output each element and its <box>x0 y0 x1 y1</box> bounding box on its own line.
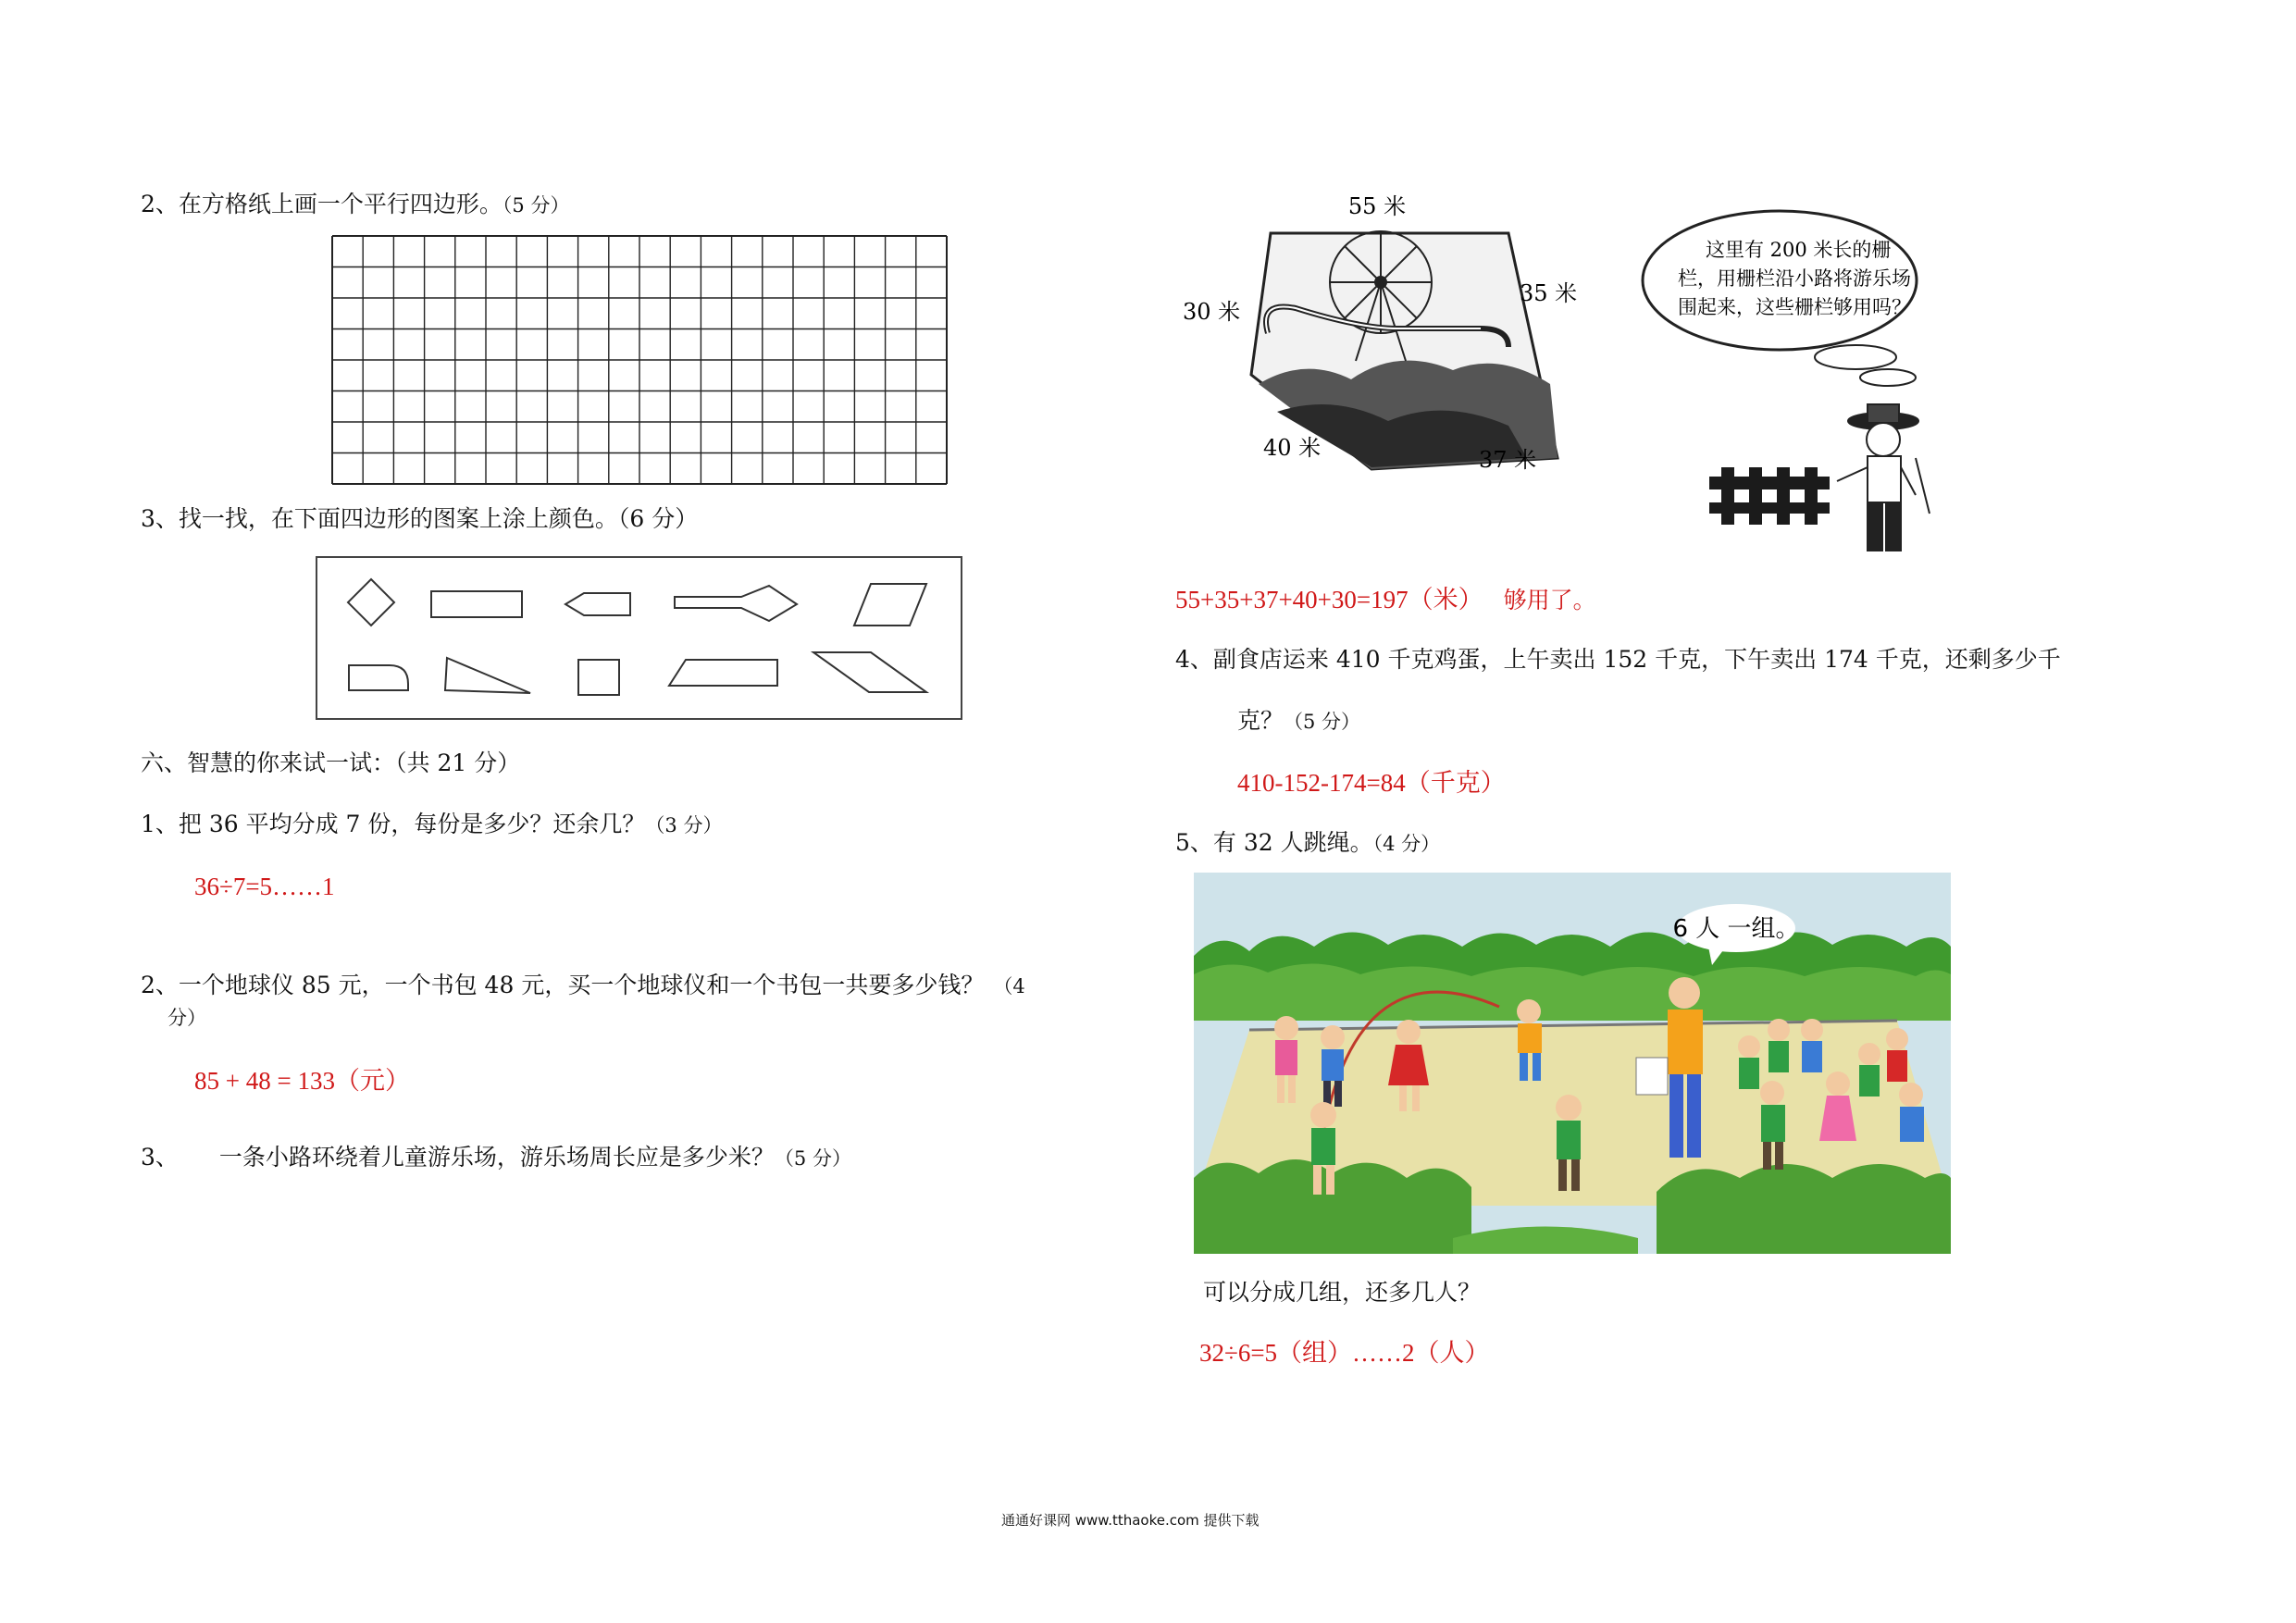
problem-5: 5、有 32 人跳绳。（4 分） <box>1175 829 1441 856</box>
jump-rope-scene <box>1194 873 1951 1254</box>
shape-pentagon-arrow <box>565 593 630 615</box>
problem-2-answer: 85 + 48 = 133（元） <box>194 1067 410 1095</box>
footer-credit: 通通好课网 www.tthaoke.com 提供下载 <box>1001 1512 1260 1529</box>
label-bottom-left: 40 米 <box>1263 435 1322 461</box>
bubble-line-1: 这里有 200 米长的栅 <box>1706 239 1892 261</box>
man-figure <box>1837 404 1930 551</box>
question-3-find-quadrilaterals: 3、找一找，在下面四边形的图案上涂上颜色。（6 分） <box>141 505 699 532</box>
shape-triangle <box>445 658 530 693</box>
bubble-line-2: 栏，用栅栏沿小路将游乐场 <box>1678 267 1911 290</box>
label-top: 55 米 <box>1347 193 1407 219</box>
problem-4: 4、副食店运来 410 千克鸡蛋，上午卖出 152 千克，下午卖出 174 千克，还剩多少千 <box>1175 646 2061 673</box>
problem-3: 3、 一条小路环绕着儿童游乐场，游乐场周长应是多少米？（5 分） <box>141 1144 851 1171</box>
label-left: 30 米 <box>1183 299 1241 325</box>
shape-arrow <box>675 586 797 621</box>
problem-2-score-cont: 分） <box>168 1007 206 1029</box>
shape-arch <box>349 665 408 690</box>
section-6-title: 六、智慧的你来试一试：（共 21 分） <box>141 750 521 776</box>
problem-4-answer: 410-152-174=84（千克） <box>1237 769 1506 797</box>
shape-parallelogram-bottom <box>813 652 926 692</box>
label-right: 35 米 <box>1520 280 1578 306</box>
question-2-draw-parallelogram: 2、在方格纸上画一个平行四边形。（5 分） <box>141 191 570 217</box>
shape-square <box>578 660 619 695</box>
problem-5-question: 可以分成几组，还多几人？ <box>1203 1279 1482 1306</box>
group-bubble-text: 6 人 一组。 <box>1672 915 1800 943</box>
shapes-panel <box>316 556 963 721</box>
problem-5-answer: 32÷6=5（组）……2（人） <box>1199 1339 1490 1367</box>
problem-4-cont: 克？（5 分） <box>1237 707 1361 734</box>
amusement-park-figure <box>1175 190 1962 560</box>
shape-trapezoid <box>669 660 777 686</box>
problem-1: 1、把 36 平均分成 7 份，每份是多少？还余几？（3 分） <box>141 811 723 837</box>
shape-rectangle <box>431 591 522 617</box>
shape-diamond <box>348 579 394 626</box>
shape-parallelogram-top <box>854 584 926 626</box>
fence <box>1709 467 1830 525</box>
problem-3-answer: 55+35+37+40+30=197（米） 够用了。 <box>1175 586 1596 613</box>
bubble-line-3: 围起来，这些栅栏够用吗？ <box>1678 296 1911 318</box>
problem-1-answer: 36÷7=5……1 <box>194 873 335 900</box>
label-bottom-right: 37 米 <box>1479 447 1537 473</box>
problem-2: 2、一个地球仪 85 元，一个书包 48 元，买一个地球仪和一个书包一共要多少钱？ （4 <box>141 972 1025 998</box>
square-grid-paper <box>331 235 948 485</box>
